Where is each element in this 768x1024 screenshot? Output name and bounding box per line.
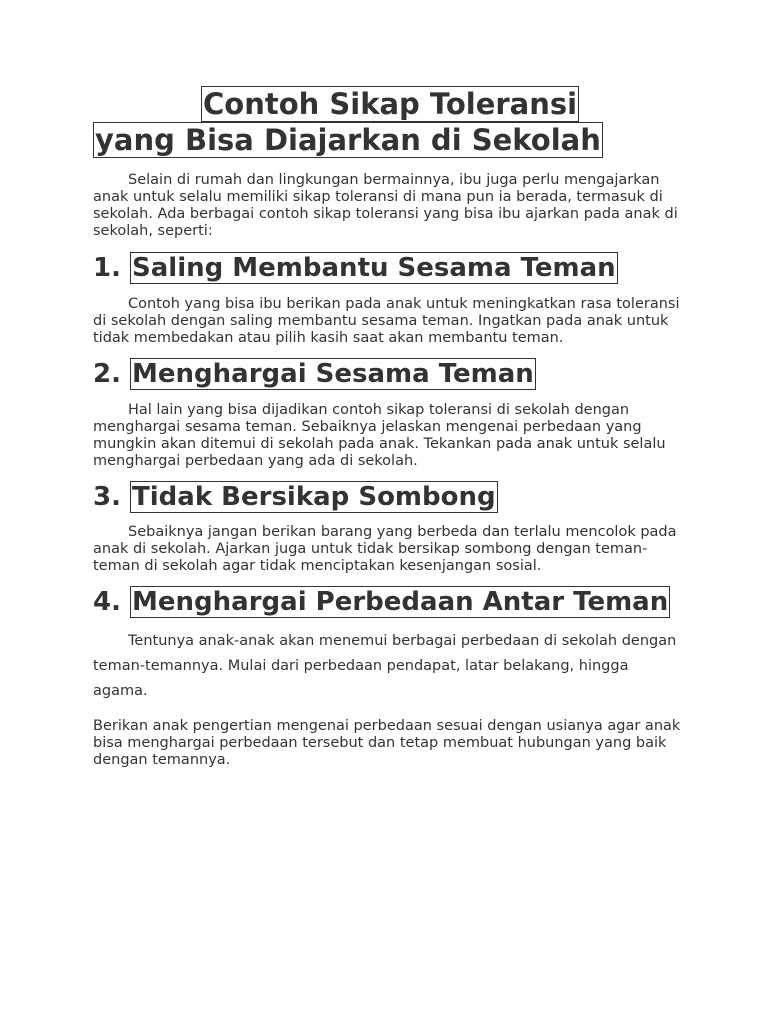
section-4-number: 4. xyxy=(93,587,121,617)
section-2-paragraph: Hal lain yang bisa dijadikan contoh sikap toleransi di sekolah dengan menghargai sesama teman. Sebaiknya jelaskan mengenai perbedaan yang mungkin akan ditemui di sekolah pada anak. Tekankan pada anak untuk selalu menghargai perbedaan yang ada di sekolah. xyxy=(93,402,666,469)
title-line-2: yang Bisa Diajarkan di Sekolah xyxy=(95,123,601,157)
section-4-paragraph-2: Berikan anak pengertian mengenai perbedaan sesuai dengan usianya agar anak bisa menghargai perbedaan tersebut dan tetap membuat hubungan yang baik dengan temannya. xyxy=(93,718,681,768)
section-3-number: 3. xyxy=(93,482,121,512)
section-4-title: Menghargai Perbedaan Antar Teman xyxy=(132,587,669,617)
section-1-number: 1. xyxy=(93,253,121,283)
section-1-paragraph: Contoh yang bisa ibu berikan pada anak untuk meningkatkan rasa toleransi di sekolah dengan saling membantu sesama teman. Ingatkan pada anak untuk tidak membedakan atau pilih kasih saat akan membantu teman. xyxy=(93,296,680,346)
document-title xyxy=(93,86,683,158)
title-line-1: Contoh Sikap Toleransi xyxy=(203,87,578,121)
section-3-title: Tidak Bersikap Sombong xyxy=(132,482,496,512)
section-4-heading xyxy=(93,587,683,617)
title-line-1-wrap xyxy=(93,86,683,122)
section-2-title: Menghargai Sesama Teman xyxy=(132,359,534,389)
section-2-heading xyxy=(93,359,683,389)
document-page xyxy=(93,86,683,769)
section-1-title: Saling Membantu Sesama Teman xyxy=(132,253,616,283)
section-3-heading xyxy=(93,482,683,512)
section-1-heading xyxy=(93,253,683,283)
section-3-paragraph: Sebaiknya jangan berikan barang yang berbeda dan terlalu mencolok pada anak di sekolah. Ajarkan juga untuk tidak bersikap sombong dengan teman-teman di sekolah agar tidak menciptakan kesenjangan sosial. xyxy=(93,524,677,574)
section-4-paragraph: Tentunya anak-anak akan menemui berbagai perbedaan di sekolah dengan teman-temannya. Mulai dari perbedaan pendapat, latar belakang, hingga agama. xyxy=(93,633,677,699)
intro-paragraph: Selain di rumah dan lingkungan bermainnya, ibu juga perlu mengajarkan anak untuk selalu memiliki sikap toleransi di mana pun ia berada, termasuk di sekolah. Ada berbagai contoh sikap toleransi yang bisa ibu ajarkan pada anak di sekolah, seperti: xyxy=(93,172,678,239)
section-2-number: 2. xyxy=(93,359,121,389)
